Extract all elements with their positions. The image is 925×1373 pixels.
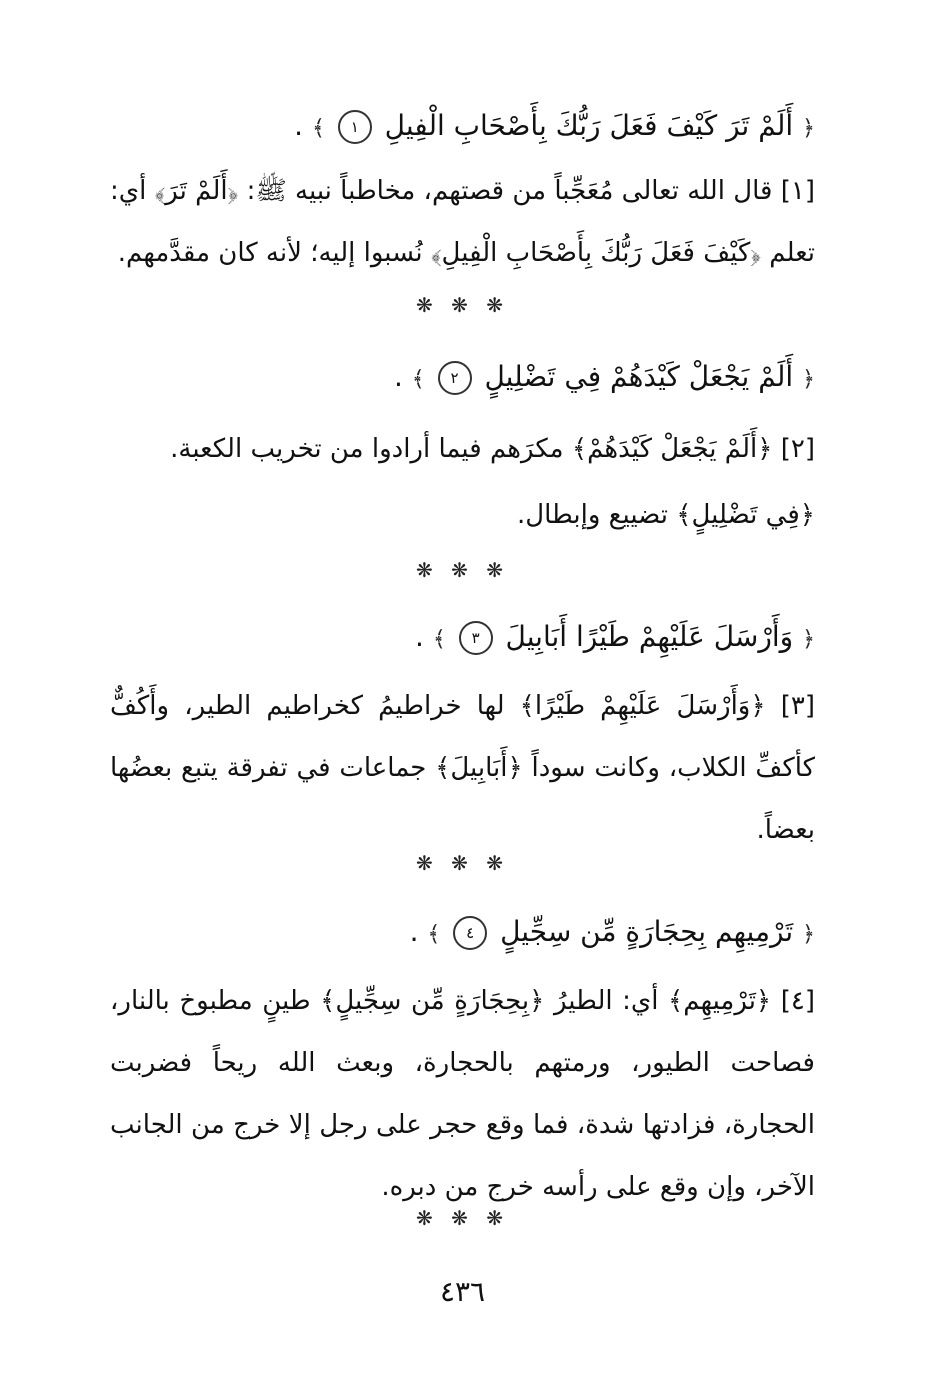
verse-open-bracket: ﴿ bbox=[802, 116, 815, 141]
verse-close-bracket: ﴾ bbox=[427, 922, 441, 947]
verse-3 bbox=[110, 617, 815, 660]
verse-1 bbox=[110, 106, 815, 149]
section-separator: ❋ ❋ ❋ bbox=[416, 1206, 509, 1230]
page-number: ٤٣٦ bbox=[439, 1275, 486, 1308]
section-separator: ❋ ❋ ❋ bbox=[416, 293, 509, 317]
verse-end-mark: . bbox=[415, 620, 424, 653]
verse-end-mark: . bbox=[409, 915, 419, 948]
ayah-number-marker: ١ bbox=[338, 110, 372, 144]
verse-text: وَأَرْسَلَ عَلَيْهِمْ طَيْرًا أَبَابِيلَ bbox=[505, 620, 794, 653]
commentary-3: [٣] ﴿وَأَرْسَلَ عَلَيْهِمْ طَيْرًا﴾ لها خراطيمُ كخراطيم الطير، وأَكُفٌّ كأكفِّ الكلاب، وكانت سوداً ﴿أَبَابِيلَ﴾ جماعات في تفرقة يتبع بعضُها بعضاً. bbox=[110, 691, 815, 845]
commentary-4: [٤] ﴿تَرْمِيهِم﴾ أي: الطيرُ ﴿بِحِجَارَةٍ مِّن سِجِّيلٍ﴾ طينٍ مطبوخ بالنار، فصاحت الطيور، ورمتهم بالحجارة، وبعث الله ريحاً فضربت الحجارة، فزادتها شدة، فما وقع حجر على رجل إلا خرج من الجانب الآخر، وإن وقع على رأسه خرج من دبره. bbox=[110, 986, 815, 1202]
verse-open-bracket: ﴿ bbox=[802, 922, 815, 947]
commentary-2a: [٢] ﴿أَلَمْ يَجْعَلْ كَيْدَهُمْ﴾ مكرَهم فيما أرادوا من تخريب الكعبة. bbox=[170, 434, 815, 464]
ayah-number-marker: ٢ bbox=[438, 361, 472, 395]
verse-close-bracket: ﴾ bbox=[311, 116, 325, 141]
verse-text: تَرْمِيهِم بِحِجَارَةٍ مِّن سِجِّيلٍ bbox=[500, 915, 794, 948]
ayah-number-marker: ٣ bbox=[459, 621, 493, 655]
verse-2 bbox=[110, 357, 815, 400]
commentary-1: [١] قال الله تعالى مُعَجِّباً من قصتهم، مخاطباً نبيه ﷺ: ﴿أَلَمْ تَرَ﴾ أي: تعلم ﴿كَيْفَ فَعَلَ رَبُّكَ بِأَصْحَابِ الْفِيلِ﴾ نُسبوا إليه؛ لأنه كان مقدَّمهم. bbox=[110, 176, 815, 268]
verse-text: أَلَمْ تَرَ كَيْفَ فَعَلَ رَبُّكَ بِأَصْحَابِ الْفِيلِ bbox=[384, 109, 794, 142]
verse-open-bracket: ﴿ bbox=[802, 627, 815, 652]
verse-end-mark: . bbox=[294, 109, 304, 142]
verse-close-bracket: ﴾ bbox=[411, 367, 425, 392]
section-separator: ❋ ❋ ❋ bbox=[416, 851, 509, 875]
verse-close-bracket: ﴾ bbox=[432, 627, 446, 652]
verse-text: أَلَمْ يَجْعَلْ كَيْدَهُمْ فِي تَضْلِيلٍ bbox=[484, 360, 794, 393]
ayah-number-marker: ٤ bbox=[453, 916, 487, 950]
section-separator: ❋ ❋ ❋ bbox=[416, 558, 509, 582]
verse-open-bracket: ﴿ bbox=[802, 367, 815, 392]
verse-4 bbox=[110, 912, 815, 955]
commentary-2b: ﴿فِي تَضْلِيلٍ﴾ تضييع وإبطال. bbox=[516, 500, 815, 530]
verse-end-mark: . bbox=[393, 360, 403, 393]
